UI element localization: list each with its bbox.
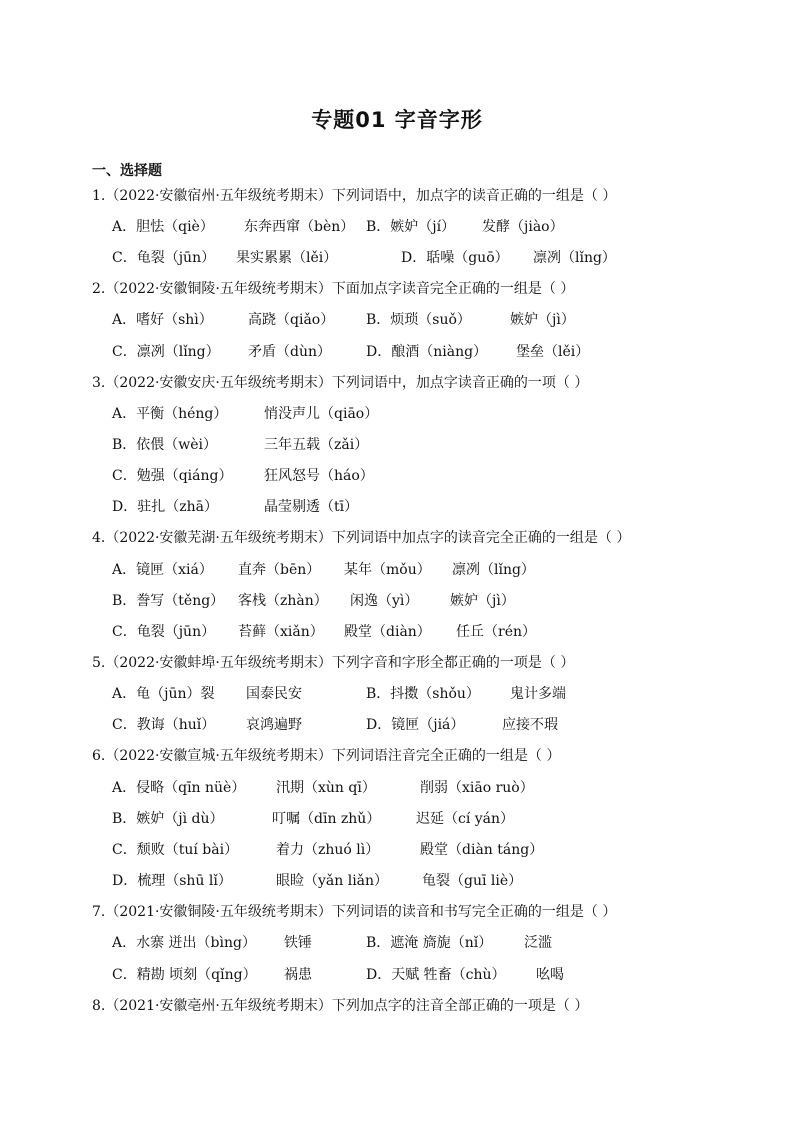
option-item: 吆喝	[536, 967, 564, 983]
page-title: 专题01 字音字形	[311, 108, 483, 132]
option-item: A．水寨 迸出（bìng）	[112, 935, 256, 951]
option-item: 嫉妒（jì）	[450, 593, 515, 609]
option-item: 汛期（xùn qī）	[276, 780, 376, 796]
option-item: 凛冽（lǐng）	[533, 250, 616, 266]
option-item: 狂风怒号（háo）	[264, 468, 374, 484]
option-item: D．酿酒（niàng）	[366, 344, 488, 360]
option-item: A．镜匣（xiá）	[112, 562, 213, 578]
option-item: A．平衡（héng）	[112, 406, 228, 422]
option-item: B．烦琐（suǒ）	[366, 312, 471, 328]
option-item: D．天赋 牲畜（chù）	[366, 967, 506, 983]
option-item: 东奔西窜（bèn）	[244, 219, 355, 235]
option-item: 堡垒（lěi）	[516, 344, 590, 360]
option-item: 龟裂（guī liè）	[422, 873, 523, 889]
option-item: B．嫉妒（jì dù）	[112, 811, 224, 827]
option-item: B．依偎（wèi）	[112, 437, 218, 453]
option-item: 发酵（jiào）	[482, 219, 564, 235]
option-item: 削弱（xiāo ruò）	[420, 780, 534, 796]
option-item: D．驻扎（zhā）	[112, 499, 218, 515]
option-item: 应接不瑕	[502, 717, 558, 733]
option-item: 哀鸿遍野	[246, 717, 302, 733]
option-item: B．誊写（těng）	[112, 593, 225, 609]
option-item: 殿堂（diàn táng）	[420, 842, 544, 858]
option-item: 嫉妒（jì）	[510, 312, 575, 328]
option-item: 直奔（bēn）	[238, 562, 321, 578]
option-item: 殿堂（diàn）	[344, 624, 431, 640]
option-item: 高跷（qiǎo）	[248, 312, 335, 328]
option-item: A．龟（jūn）裂	[112, 686, 215, 702]
option-item: 某年（mǒu）	[344, 562, 431, 578]
option-item: 鬼计多端	[510, 686, 566, 702]
option-item: D．梳理（shū lǐ）	[112, 873, 232, 889]
option-item: 着力（zhuó lì）	[276, 842, 380, 858]
option-item: C．颓败（tuí bài）	[112, 842, 239, 858]
option-item: 果实累累（lěi）	[236, 250, 338, 266]
question-stem-8: 8.（2021·安徽亳州·五年级统考期末）下列加点字的注音全部正确的一项是（ ）	[92, 998, 589, 1014]
question-stem-7: 7.（2021·安徽铜陵·五年级统考期末）下列词语的读音和书写完全正确的一组是（ ）	[92, 904, 617, 920]
option-item: B．遮淹 旖旎（nǐ）	[366, 935, 493, 951]
option-item: 祸患	[284, 967, 312, 983]
question-stem-6: 6.（2022·安徽宣城·五年级统考期末）下列词语注音完全正确的一组是（ ）	[92, 748, 561, 764]
option-item: 迟延（cí yán）	[416, 811, 515, 827]
option-item: 国泰民安	[246, 686, 302, 702]
option-item: 苔藓（xiǎn）	[238, 624, 324, 640]
question-stem-3: 3.（2022·安徽安庆·五年级统考期末）下列词语中，加点字读音正确的一项（ ）	[92, 375, 589, 391]
option-item: A．胆怯（qiè）	[112, 219, 214, 235]
option-item: 眼睑（yǎn liǎn）	[276, 873, 389, 889]
option-item: 凛冽（lǐng）	[452, 562, 535, 578]
option-item: A．侵略（qīn nüè）	[112, 780, 246, 796]
option-item: 任丘（rén）	[456, 624, 536, 640]
option-item: C．精勘 顷刻（qǐng）	[112, 967, 257, 983]
option-item: A．嗜好（shì）	[112, 312, 213, 328]
option-item: B．抖擞（shǒu）	[366, 686, 480, 702]
option-item: 铁锤	[284, 935, 312, 951]
question-stem-4: 4.（2022·安徽芜湖·五年级统考期末）下列词语中加点字的读音完全正确的一组是（ ）	[92, 530, 631, 546]
option-item: C．龟裂（jūn）	[112, 250, 216, 266]
option-item: 闲逸（yì）	[350, 593, 419, 609]
option-item: 晶莹剔透（tī）	[264, 499, 359, 515]
option-item: 泛滥	[524, 935, 552, 951]
option-item: 悄没声儿（qiāo）	[264, 406, 379, 422]
option-item: C．教诲（huǐ）	[112, 717, 216, 733]
option-item: C．龟裂（jūn）	[112, 624, 216, 640]
section-heading: 一、选择题	[92, 163, 162, 179]
question-stem-2: 2.（2022·安徽铜陵·五年级统考期末）下面加点字读音完全正确的一组是（ ）	[92, 281, 575, 297]
option-item: 客栈（zhàn）	[238, 593, 328, 609]
question-stem-1: 1.（2022·安徽宿州·五年级统考期末）下列词语中，加点字的读音正确的一组是（ ）	[92, 188, 617, 204]
option-item: 矛盾（dùn）	[248, 344, 331, 360]
option-item: 三年五载（zǎi）	[264, 437, 369, 453]
option-item: C．勉强（qiáng）	[112, 468, 233, 484]
option-item: B．嫉妒（jí）	[366, 219, 456, 235]
option-item: C．凛冽（lǐng）	[112, 344, 220, 360]
option-item: D．镜匣（jiá）	[366, 717, 465, 733]
option-item: D．聒噪（guō）	[401, 250, 509, 266]
option-item: 叮嘱（dīn zhǔ）	[272, 811, 381, 827]
question-stem-5: 5.（2022·安徽蚌埠·五年级统考期末）下列字音和字形全都正确的一项是（ ）	[92, 655, 575, 671]
